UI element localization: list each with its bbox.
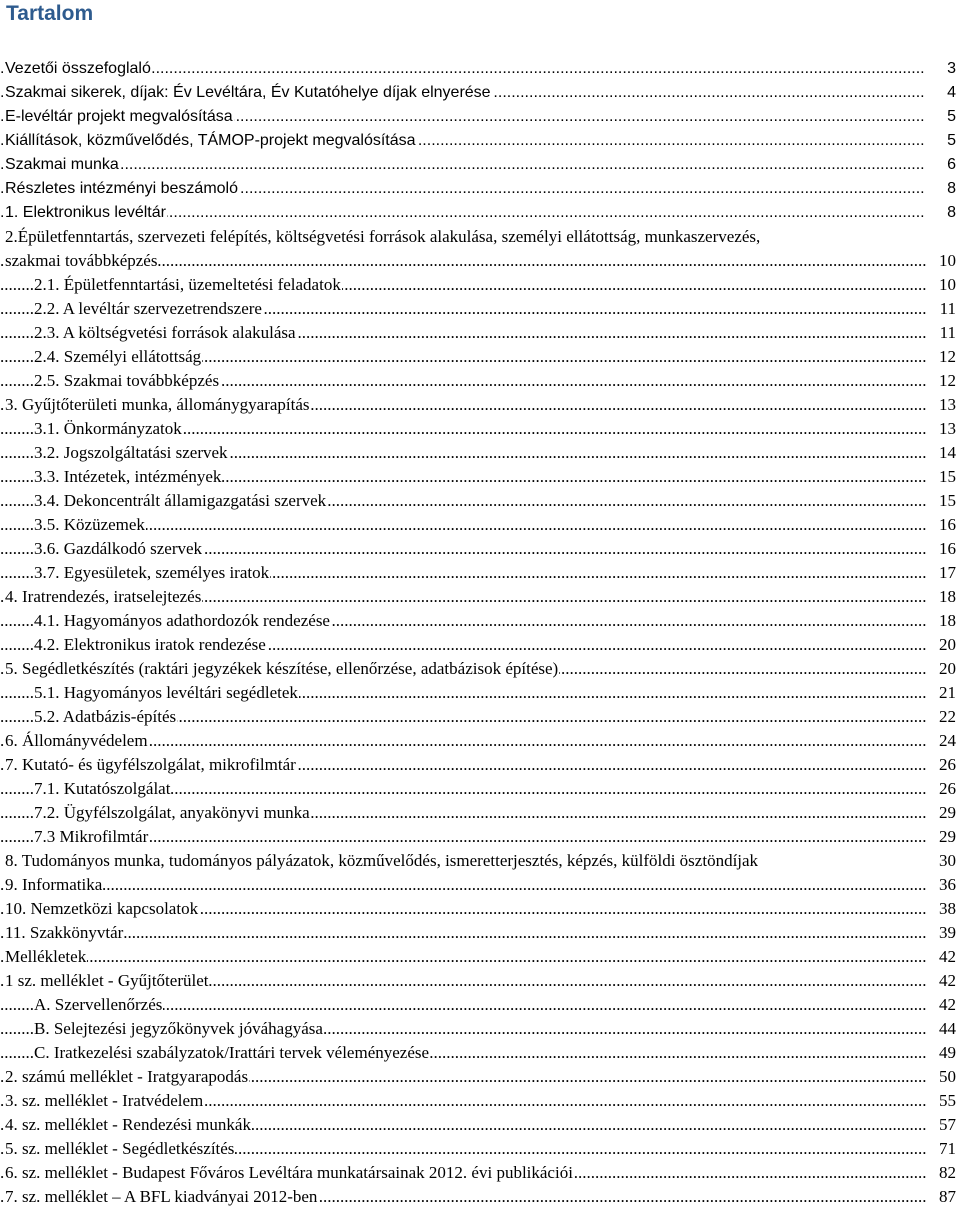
dot-leader	[0, 921, 926, 945]
toc-entry-page-number: 21	[926, 681, 956, 705]
toc-heading: Tartalom	[6, 2, 94, 25]
toc-entry[interactable]	[0, 681, 960, 705]
toc-entry-page-number: 39	[926, 921, 956, 945]
toc-entry-label: Szakmai munka	[5, 153, 120, 177]
toc-entry-page-number: 55	[926, 1089, 956, 1113]
toc-entry-page-number: 18	[926, 609, 956, 633]
toc-entry-label: 3.7. Egyesületek, személyes iratok	[34, 561, 270, 585]
toc-entry-page-number: 13	[926, 417, 956, 441]
toc-entry[interactable]	[0, 657, 960, 681]
toc-entry[interactable]	[0, 105, 960, 129]
toc-entry-label: 4. Iratrendezés, iratselejtezés	[5, 585, 202, 609]
toc-entry-page-number: 82	[926, 1161, 956, 1185]
toc-entry[interactable]	[0, 585, 960, 609]
toc-entry[interactable]	[0, 297, 960, 321]
toc-entry[interactable]	[0, 1185, 960, 1209]
toc-entry[interactable]	[0, 801, 960, 825]
toc-entry-page-number: 50	[926, 1065, 956, 1089]
toc-entry-label: 3.4. Dekoncentrált államigazgatási szervek	[34, 489, 327, 513]
toc-entry[interactable]	[0, 465, 960, 489]
toc-entry-label: Szakmai sikerek, díjak: Év Levéltára, Év Kutatóhelye díjak elnyerése	[5, 81, 492, 105]
toc-entry-label: 11. Szakkönyvtár	[5, 921, 124, 945]
toc-entry-label: 3.6. Gazdálkodó szervek	[34, 537, 203, 561]
toc-entry-page-number: 18	[926, 585, 956, 609]
toc-entry[interactable]	[0, 249, 960, 273]
toc-entry-page-number: 57	[926, 1113, 956, 1137]
toc-entry[interactable]	[0, 489, 960, 513]
toc-entry-page-number: 20	[926, 633, 956, 657]
toc-entry-label: 4.2. Elektronikus iratok rendezése	[34, 633, 267, 657]
toc-entry[interactable]	[0, 1089, 960, 1113]
toc-entry[interactable]	[0, 273, 960, 297]
toc-entry-page-number: 30	[926, 849, 956, 873]
toc-entry-page-number: 16	[926, 513, 956, 537]
toc-entry-page-number: 38	[926, 897, 956, 921]
toc-entry-label: 3. sz. melléklet - Iratvédelem	[5, 1089, 204, 1113]
toc-entry-label: 3.1. Önkormányzatok	[34, 417, 183, 441]
toc-entry-page-number: 49	[926, 1041, 956, 1065]
toc-entry[interactable]	[0, 753, 960, 777]
toc-entry-label: Kiállítások, közművelődés, TÁMOP-projekt megvalósítása	[5, 129, 417, 153]
toc-entry[interactable]	[0, 1041, 960, 1065]
toc-entry-page-number: 36	[926, 873, 956, 897]
toc-entry[interactable]	[0, 1017, 960, 1041]
toc-entry[interactable]	[0, 441, 960, 465]
toc-entry[interactable]	[0, 609, 960, 633]
toc-entry-page-number: 8	[926, 201, 956, 225]
toc-entry[interactable]	[0, 129, 960, 153]
table-of-contents	[0, 57, 960, 1209]
toc-entry[interactable]	[0, 177, 960, 201]
toc-entry[interactable]	[0, 201, 960, 225]
toc-entry-page-number: 26	[926, 777, 956, 801]
toc-entry-page-number: 17	[926, 561, 956, 585]
toc-entry-label: 5.1. Hagyományos levéltári segédletek	[34, 681, 299, 705]
toc-entry-label: Vezetői összefoglaló	[5, 57, 152, 81]
toc-entry-page-number: 71	[926, 1137, 956, 1161]
toc-entry[interactable]	[0, 1113, 960, 1137]
dot-leader	[0, 873, 926, 897]
dot-leader	[0, 153, 926, 177]
toc-entry-label: E-levéltár projekt megvalósítása	[5, 105, 234, 129]
toc-entry[interactable]	[0, 345, 960, 369]
toc-entry-page-number: 15	[926, 465, 956, 489]
toc-entry[interactable]	[0, 321, 960, 345]
toc-entry-page-number: 4	[926, 81, 956, 105]
dot-leader	[0, 945, 926, 969]
toc-entry[interactable]	[0, 849, 960, 873]
toc-entry[interactable]	[0, 81, 960, 105]
toc-entry[interactable]	[0, 153, 960, 177]
toc-entry-label: 7. Kutató- és ügyfélszolgálat, mikrofilmtár	[5, 753, 297, 777]
toc-entry[interactable]	[0, 561, 960, 585]
toc-entry-page-number: 26	[926, 753, 956, 777]
toc-entry[interactable]	[0, 873, 960, 897]
toc-entry-label: 2.Épületfenntartás, szervezeti felépítés, költségvetési források alakulása, személyi ellátottság, munkaszervezés,	[5, 225, 761, 249]
toc-entry-page-number: 20	[926, 657, 956, 681]
toc-entry[interactable]	[0, 705, 960, 729]
toc-entry-page-number: 22	[926, 705, 956, 729]
toc-entry-page-number: 10	[926, 273, 956, 297]
toc-entry-page-number: 42	[926, 993, 956, 1017]
toc-entry-label: 2.3. A költségvetési források alakulása	[34, 321, 297, 345]
toc-entry-page-number: 44	[926, 1017, 956, 1041]
toc-entry-label: 3.2. Jogszolgáltatási szervek	[34, 441, 229, 465]
toc-entry-page-number: 14	[926, 441, 956, 465]
toc-entry-page-number: 10	[926, 249, 956, 273]
toc-entry-label: 6. Állományvédelem	[5, 729, 149, 753]
toc-entry[interactable]	[0, 777, 960, 801]
toc-entry-page-number: 11	[926, 297, 956, 321]
toc-entry-page-number: 24	[926, 729, 956, 753]
toc-entry[interactable]	[0, 945, 960, 969]
toc-entry-label: 7. sz. melléklet – A BFL kiadványai 2012-ben	[5, 1185, 318, 1209]
toc-entry-page-number: 29	[926, 825, 956, 849]
toc-entry-label: 3.5. Közüzemek	[34, 513, 146, 537]
toc-entry[interactable]	[0, 993, 960, 1017]
toc-entry[interactable]	[0, 57, 960, 81]
toc-entry[interactable]	[0, 417, 960, 441]
toc-entry[interactable]	[0, 921, 960, 945]
toc-entry-page-number: 15	[926, 489, 956, 513]
toc-entry[interactable]	[0, 1065, 960, 1089]
toc-entry-label: 3.3. Intézetek, intézmények	[34, 465, 222, 489]
toc-entry-label: 1 sz. melléklet - Gyűjtőterület	[5, 969, 209, 993]
toc-entry-page-number: 3	[926, 57, 956, 81]
toc-entry-page-number: 5	[926, 129, 956, 153]
toc-entry-label: 4.1. Hagyományos adathordozók rendezése	[34, 609, 331, 633]
toc-entry-page-number: 5	[926, 105, 956, 129]
toc-entry-label: 2.5. Szakmai továbbképzés	[34, 369, 220, 393]
toc-entry-label: Részletes intézményi beszámoló	[5, 177, 239, 201]
toc-entry-label: 2.2. A levéltár szervezetrendszere	[34, 297, 263, 321]
toc-entry-label: A. Szervellenőrzés	[34, 993, 163, 1017]
toc-entry-label: 9. Informatika	[5, 873, 103, 897]
toc-entry-page-number: 16	[926, 537, 956, 561]
toc-entry[interactable]	[0, 513, 960, 537]
toc-entry[interactable]	[0, 1161, 960, 1185]
toc-entry-label: 3. Gyűjtőterületi munka, állománygyarapítás	[5, 393, 311, 417]
toc-entry-label: 4. sz. melléklet - Rendezési munkák	[5, 1113, 252, 1137]
toc-entry-label: 2.4. Személyi ellátottság	[34, 345, 202, 369]
toc-entry[interactable]	[0, 825, 960, 849]
toc-entry-page-number: 12	[926, 345, 956, 369]
toc-entry-page-number: 87	[926, 1185, 956, 1209]
toc-entry-page-number: 13	[926, 393, 956, 417]
toc-entry[interactable]	[0, 897, 960, 921]
toc-entry[interactable]	[0, 1137, 960, 1161]
toc-entry[interactable]	[0, 225, 960, 249]
toc-entry-label: C. Iratkezelési szabályzatok/Irattári tervek véleményezése	[34, 1041, 430, 1065]
toc-entry[interactable]	[0, 393, 960, 417]
toc-entry-label: 2.1. Épületfenntartási, üzemeltetési feladatok	[34, 273, 342, 297]
toc-entry-label: 7.2. Ügyfélszolgálat, anyakönyvi munka	[34, 801, 311, 825]
toc-entry-label: 10. Nemzetközi kapcsolatok	[5, 897, 199, 921]
toc-entry-label: 7.3 Mikrofilmtár	[34, 825, 149, 849]
toc-entry-page-number: 42	[926, 945, 956, 969]
toc-entry-label: 5. Segédletkészítés (raktári jegyzékek készítése, ellenőrzése, adatbázisok építése)	[5, 657, 559, 681]
toc-entry-label: B. Selejtezési jegyzőkönyvek jóváhagyása	[34, 1017, 324, 1041]
toc-entry-page-number: 12	[926, 369, 956, 393]
toc-entry-page-number: 29	[926, 801, 956, 825]
toc-entry[interactable]	[0, 369, 960, 393]
toc-entry-page-number: 8	[926, 177, 956, 201]
toc-entry-page-number: 11	[926, 321, 956, 345]
toc-entry-label: 7.1. Kutatószolgálat	[34, 777, 171, 801]
toc-entry-label: 2. számú melléklet - Iratgyarapodás	[5, 1065, 249, 1089]
toc-entry[interactable]	[0, 729, 960, 753]
toc-entry-label: 5.2. Adatbázis-építés	[34, 705, 177, 729]
toc-entry[interactable]	[0, 969, 960, 993]
toc-entry-label: 6. sz. melléklet - Budapest Főváros Levéltára munkatársainak 2012. évi publikációi	[5, 1161, 574, 1185]
toc-entry-label: 8. Tudományos munka, tudományos pályázatok, közművelődés, ismeretterjesztés, képzés, külföldi ösztöndíjak	[5, 849, 759, 873]
toc-entry-label: 1. Elektronikus levéltár	[5, 201, 167, 225]
toc-entry-label: Mellékletek	[5, 945, 87, 969]
toc-entry-page-number: 6	[926, 153, 956, 177]
toc-entry-page-number: 42	[926, 969, 956, 993]
toc-entry[interactable]	[0, 633, 960, 657]
toc-entry-label: 5. sz. melléklet - Segédletkészítés	[5, 1137, 235, 1161]
toc-entry-label: szakmai továbbképzés	[5, 249, 158, 273]
toc-entry[interactable]	[0, 537, 960, 561]
